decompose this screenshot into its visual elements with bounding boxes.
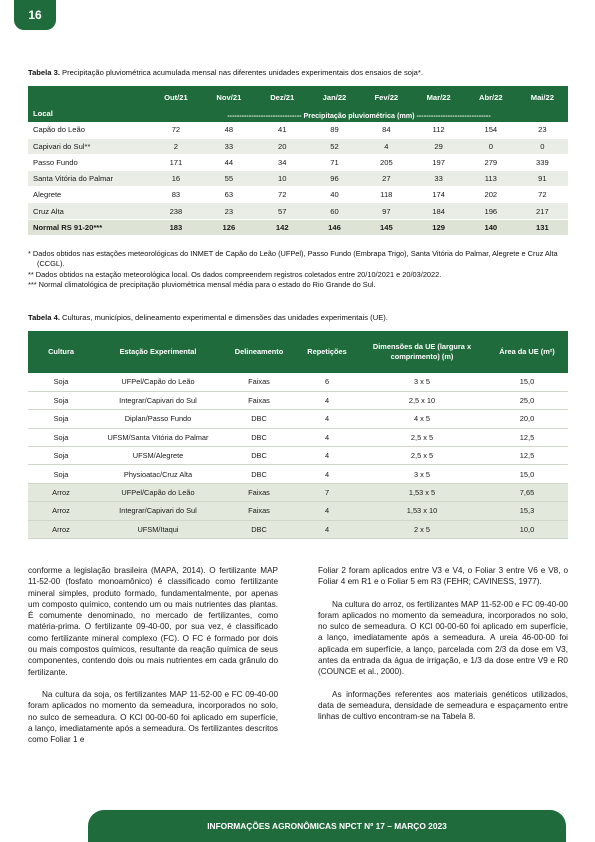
table3-cell-value: 184 xyxy=(412,203,465,219)
table3-cell-value: 2 xyxy=(150,138,202,154)
table4-header-dimensoes: Dimensões da UE (largura x comprimento) (m) xyxy=(358,331,486,373)
table3-cell-value: 33 xyxy=(202,138,256,154)
table3-cell-value: 279 xyxy=(465,154,517,170)
experimental-units-table xyxy=(28,331,568,539)
table3-cell-value: 20 xyxy=(256,138,309,154)
table3-cell-value: 183 xyxy=(150,219,202,235)
table4-header-delineamento: Delineamento xyxy=(222,331,296,373)
table4-header-estacao: Estação Experimental xyxy=(94,331,222,373)
table3-cell-value: 16 xyxy=(150,171,202,187)
table4-cell-delineamento: DBC xyxy=(222,465,296,483)
table4-cell-cultura: Soja xyxy=(28,410,94,428)
page-number: 16 xyxy=(14,0,56,30)
table3-cell-local: Capivari do Sul** xyxy=(28,138,150,154)
body-paragraph: conforme a legislação brasileira (MAPA, 2014). O fertilizante MAP 11-52-00 (fosfato monoamônico) é classificado como fertilizante mineral simples, produto formado, fundamentalmente, por apenas um composto químico, contendo um ou mais nutrientes das plantas. É comumente denominado, no mercado de fertilizantes, como matéria-prima. O fertilizante 09-40-00, por sua vez, é classificado como fertilizante mineral complexo (FC). O FC é formado por dois ou mais compostos químicos, resultante da reação química de seus componentes, contendo dois ou mais nutrientes em cada grânulo do fertilizante. xyxy=(28,566,278,677)
table4-caption-label: Tabela 4. xyxy=(28,313,60,322)
table4-cell-cultura: Arroz xyxy=(28,483,94,501)
precipitation-table xyxy=(28,86,568,236)
table4-cell-cultura: Soja xyxy=(28,465,94,483)
table4-cell-estacao: UFSM/Itaqui xyxy=(94,520,222,538)
table4-cell-dimensoes: 3 x 5 xyxy=(358,373,486,391)
table4-caption-text: Culturas, municípios, delineamento experimental e dimensões das unidades experimentais (UE). xyxy=(59,313,388,322)
table3-cell-value: 34 xyxy=(256,154,309,170)
table4-row xyxy=(28,391,568,409)
table4-cell-delineamento: Faixas xyxy=(222,502,296,520)
table3-header-month: Abr/22 xyxy=(465,86,517,108)
table3-cell-value: 23 xyxy=(202,203,256,219)
table4-cell-delineamento: DBC xyxy=(222,410,296,428)
table3-cell-value: 129 xyxy=(412,219,465,235)
table3-cell-value: 40 xyxy=(309,187,361,203)
table3-header-row xyxy=(28,86,568,108)
table4-cell-cultura: Soja xyxy=(28,391,94,409)
table4-cell-dimensoes: 1,53 x 5 xyxy=(358,483,486,501)
table3-cell-value: 29 xyxy=(412,138,465,154)
table3-header-month: Fev/22 xyxy=(360,86,412,108)
table3-cell-value: 72 xyxy=(150,122,202,138)
table4-cell-area: 15,0 xyxy=(486,373,568,391)
table4-cell-area: 10,0 xyxy=(486,520,568,538)
table3-cell-value: 174 xyxy=(412,187,465,203)
table4-row xyxy=(28,465,568,483)
table3-cell-value: 171 xyxy=(150,154,202,170)
table3-cell-value: 57 xyxy=(256,203,309,219)
table3-header-month: Nov/21 xyxy=(202,86,256,108)
table4-row xyxy=(28,520,568,538)
table4-cell-cultura: Soja xyxy=(28,373,94,391)
table4-cell-cultura: Soja xyxy=(28,428,94,446)
table4-cell-delineamento: DBC xyxy=(222,447,296,465)
table3-row xyxy=(28,171,568,187)
table4-cell-repeticoes: 7 xyxy=(296,483,358,501)
table3-unit-label: ------------------------------- Precipitação pluviométrica (mm) ------------------------------- xyxy=(150,108,568,122)
table4-cell-cultura: Arroz xyxy=(28,520,94,538)
table3-notes xyxy=(28,249,568,291)
table3-cell-value: 142 xyxy=(256,219,309,235)
table3-cell-value: 84 xyxy=(360,122,412,138)
table3-caption-text: Precipitação pluviométrica acumulada mensal nas diferentes unidades experimentais dos ensaios de soja*. xyxy=(59,68,423,77)
table4-cell-repeticoes: 4 xyxy=(296,520,358,538)
table3-header-local: Local xyxy=(28,86,150,122)
body-paragraph: As informações referentes aos materiais genéticos utilizados, data de semeadura, densidade de semeadura e espaçamento entre linhas de cultivo encontram-se na Tabela 8. xyxy=(318,689,568,722)
table3-caption xyxy=(28,68,423,77)
table3-cell-local: Cruz Alta xyxy=(28,203,150,219)
table4-cell-repeticoes: 4 xyxy=(296,465,358,483)
table3-cell-value: 91 xyxy=(517,171,568,187)
table3-cell-value: 113 xyxy=(465,171,517,187)
table3-note: *** Normal climatológica de precipitação pluviométrica mensal média para o estado do Rio Grande do Sul. xyxy=(28,280,376,290)
table3-cell-value: 97 xyxy=(360,203,412,219)
table4-cell-delineamento: DBC xyxy=(222,428,296,446)
table4-header-area: Área da UE (m²) xyxy=(486,331,568,373)
table3-cell-value: 339 xyxy=(517,154,568,170)
table4-cell-repeticoes: 4 xyxy=(296,391,358,409)
table3-cell-value: 63 xyxy=(202,187,256,203)
table3-cell-value: 10 xyxy=(256,171,309,187)
table3-caption-label: Tabela 3. xyxy=(28,68,60,77)
table3-note: ** Dados obtidos na estação meteorológica local. Os dados compreendem registros coletados entre 20/10/2021 e 20/03/2022. xyxy=(28,269,442,279)
table4-cell-repeticoes: 4 xyxy=(296,447,358,465)
table3-cell-value: 131 xyxy=(517,219,568,235)
table3-cell-value: 126 xyxy=(202,219,256,235)
table3-cell-value: 0 xyxy=(517,138,568,154)
table3-cell-value: 71 xyxy=(309,154,361,170)
table3-cell-value: 4 xyxy=(360,138,412,154)
table4-cell-delineamento: Faixas xyxy=(222,391,296,409)
table3-header-month: Mai/22 xyxy=(517,86,568,108)
table4-cell-dimensoes: 4 x 5 xyxy=(358,410,486,428)
table4-cell-delineamento: Faixas xyxy=(222,373,296,391)
table4-cell-area: 7,65 xyxy=(486,483,568,501)
table3-cell-value: 197 xyxy=(412,154,465,170)
table3-row xyxy=(28,154,568,170)
table4-cell-area: 12,5 xyxy=(486,447,568,465)
table4-header-repeticoes: Repetições xyxy=(296,331,358,373)
table3-cell-value: 238 xyxy=(150,203,202,219)
body-column-right xyxy=(318,565,568,723)
table4-cell-estacao: Integrar/Capivari do Sul xyxy=(94,502,222,520)
table3-cell-value: 60 xyxy=(309,203,361,219)
body-column-left xyxy=(28,565,278,745)
table4-cell-estacao: UFPel/Capão do Leão xyxy=(94,373,222,391)
table4-row xyxy=(28,428,568,446)
table3-row xyxy=(28,138,568,154)
table3-cell-value: 96 xyxy=(309,171,361,187)
table4-row xyxy=(28,502,568,520)
table4-cell-cultura: Soja xyxy=(28,447,94,465)
table4-cell-estacao: UFSM/Alegrete xyxy=(94,447,222,465)
table3-cell-value: 48 xyxy=(202,122,256,138)
table3-cell-value: 33 xyxy=(412,171,465,187)
table3-cell-value: 41 xyxy=(256,122,309,138)
table3-cell-local: Santa Vitória do Palmar xyxy=(28,171,150,187)
table3-cell-value: 196 xyxy=(465,203,517,219)
table4-row xyxy=(28,373,568,391)
table3-cell-value: 217 xyxy=(517,203,568,219)
table3-cell-value: 89 xyxy=(309,122,361,138)
table3-cell-local: Normal RS 91-20*** xyxy=(28,219,150,235)
table3-cell-value: 118 xyxy=(360,187,412,203)
table3-cell-value: 146 xyxy=(309,219,361,235)
body-paragraph: Foliar 2 foram aplicados entre V3 e V4, o Foliar 3 entre V6 e V8, o Foliar 4 em R1 e o Foliar 5 em R3 (FEHR; CAVINESS, 1977). xyxy=(318,566,568,587)
table3-cell-value: 205 xyxy=(360,154,412,170)
table4-cell-area: 20,0 xyxy=(486,410,568,428)
body-paragraph: Na cultura da soja, os fertilizantes MAP 11-52-00 e FC 09-40-00 foram aplicados no momento da semeadura, incorporados no solo, no sulco de semeadura. O KCl 00-00-60 foi aplicado em superfície, a lanço, imediatamente após a semeadura. Os fertilizantes descritos como Foliar 1 e xyxy=(28,689,278,745)
table4-cell-estacao: Diplan/Passo Fundo xyxy=(94,410,222,428)
table4-cell-repeticoes: 4 xyxy=(296,502,358,520)
table4-cell-cultura: Arroz xyxy=(28,502,94,520)
table4-cell-delineamento: DBC xyxy=(222,520,296,538)
table3-cell-value: 72 xyxy=(256,187,309,203)
table4-cell-area: 15,3 xyxy=(486,502,568,520)
table3-cell-value: 55 xyxy=(202,171,256,187)
table3-row xyxy=(28,187,568,203)
table3-cell-local: Passo Fundo xyxy=(28,154,150,170)
table3-row xyxy=(28,122,568,138)
table4-cell-area: 15,0 xyxy=(486,465,568,483)
table4-cell-estacao: UFSM/Santa Vitória do Palmar xyxy=(94,428,222,446)
table3-cell-value: 52 xyxy=(309,138,361,154)
table3-cell-local: Capão do Leão xyxy=(28,122,150,138)
table3-header-month: Mar/22 xyxy=(412,86,465,108)
table3-cell-value: 202 xyxy=(465,187,517,203)
table4-header-cultura: Cultura xyxy=(28,331,94,373)
table3-cell-value: 0 xyxy=(465,138,517,154)
table4-cell-dimensoes: 2,5 x 5 xyxy=(358,447,486,465)
table4-row xyxy=(28,447,568,465)
table4-cell-dimensoes: 1,53 x 10 xyxy=(358,502,486,520)
table3-header-month: Out/21 xyxy=(150,86,202,108)
table4-cell-repeticoes: 4 xyxy=(296,428,358,446)
table4-cell-dimensoes: 2,5 x 10 xyxy=(358,391,486,409)
table4-cell-repeticoes: 4 xyxy=(296,410,358,428)
body-paragraph: Na cultura do arroz, os fertilizantes MAP 11-52-00 e FC 09-40-00 foram aplicados no momento da semeadura, incorporados no solo, no sulco de semeadura. O KCl 00-00-60 foi aplicado em superfície, a lanço, imediatamente após a semeadura. A ureia 46-00-00 foi aplicada em superfície, a lanço, parcelada com 2/3 da dose em V3, antes da entrada da água de irrigação, e 1/3 da dose entre V9 e R0 (COUNCE et al., 2000). xyxy=(318,599,568,677)
table4-caption xyxy=(28,313,388,322)
table4-cell-estacao: Physioatac/Cruz Alta xyxy=(94,465,222,483)
table3-note: * Dados obtidos nas estações meteorológicas do INMET de Capão do Leão (UFPel), Passo Fundo (Embrapa Trigo), Santa Vitória do Palmar, Alegrete e Cruz Alta (CCGL). xyxy=(28,249,558,269)
table3-header-month: Jan/22 xyxy=(309,86,361,108)
table3-cell-value: 44 xyxy=(202,154,256,170)
table4-header-row xyxy=(28,331,568,373)
table4-row xyxy=(28,410,568,428)
table4-cell-dimensoes: 2,5 x 5 xyxy=(358,428,486,446)
table3-row xyxy=(28,203,568,219)
table3-row xyxy=(28,219,568,235)
table3-cell-value: 112 xyxy=(412,122,465,138)
table4-cell-dimensoes: 3 x 5 xyxy=(358,465,486,483)
table3-cell-value: 140 xyxy=(465,219,517,235)
table3-cell-value: 72 xyxy=(517,187,568,203)
table4-cell-estacao: Integrar/Capivari do Sul xyxy=(94,391,222,409)
table4-cell-delineamento: Faixas xyxy=(222,483,296,501)
table3-header-month: Dez/21 xyxy=(256,86,309,108)
table3-cell-local: Alegrete xyxy=(28,187,150,203)
footer-banner: INFORMAÇÕES AGRONÔMICAS NPCT Nº 17 – MARÇO 2023 xyxy=(88,810,566,842)
table3-cell-value: 23 xyxy=(517,122,568,138)
table3-cell-value: 27 xyxy=(360,171,412,187)
table4-row xyxy=(28,483,568,501)
table3-cell-value: 145 xyxy=(360,219,412,235)
table4-cell-estacao: UFPel/Capão do Leão xyxy=(94,483,222,501)
table3-cell-value: 154 xyxy=(465,122,517,138)
table4-cell-area: 12,5 xyxy=(486,428,568,446)
table3-cell-value: 83 xyxy=(150,187,202,203)
table4-cell-area: 25,0 xyxy=(486,391,568,409)
table4-cell-repeticoes: 6 xyxy=(296,373,358,391)
table4-cell-dimensoes: 2 x 5 xyxy=(358,520,486,538)
